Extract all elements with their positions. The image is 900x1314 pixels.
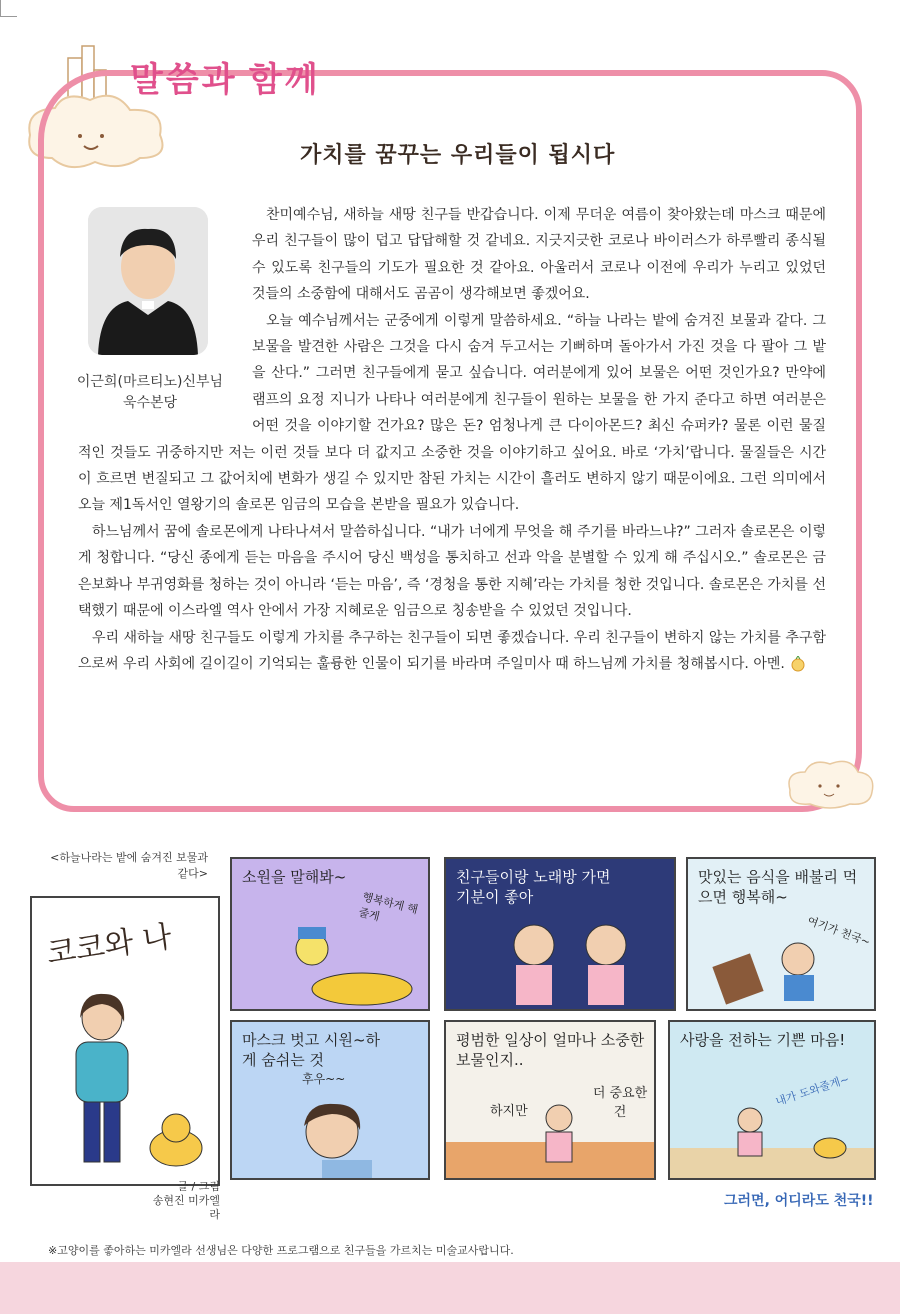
breathing-girl-illustration bbox=[282, 1096, 402, 1180]
panel-speech: 여기가 천국~ bbox=[805, 914, 872, 949]
comic-panel-5 bbox=[444, 1020, 656, 1180]
smile-fruit-icon bbox=[789, 656, 807, 672]
panel-caption: 맛있는 음식을 배불리 먹으면 행복해~ bbox=[698, 868, 858, 906]
priest-name: 이근희(마르티노)신부님 bbox=[76, 374, 224, 390]
standing-girl-illustration bbox=[534, 1102, 584, 1180]
comic-panel-3 bbox=[686, 857, 876, 1011]
happy-eating-illustration bbox=[708, 929, 868, 1009]
running-girl-and-cat-illustration bbox=[710, 1102, 870, 1172]
comic-note: <하늘나라는 밭에 숨겨진 보물과 같다> bbox=[50, 851, 208, 880]
panel-caption: 소원을 말해봐~ bbox=[242, 868, 347, 886]
page-corner-mark bbox=[0, 0, 17, 17]
panel-caption: 마스크 벗고 시원~하게 숨쉬는 것 bbox=[242, 1031, 381, 1069]
priest-parish: 욱수본당 bbox=[122, 395, 178, 411]
panel-caption: 친구들이랑 노래방 가면 기분이 좋아 bbox=[456, 868, 611, 906]
panel-speech-more-important: 더 중요한 건 bbox=[592, 1086, 648, 1120]
cloud-face-icon bbox=[780, 752, 880, 812]
comic-conclusion: 그러면, 어디라도 천국!! bbox=[724, 1193, 874, 1209]
section-title-small bbox=[238, 68, 249, 97]
genie-lamp-illustration bbox=[272, 919, 422, 1009]
comic-title: 코코와 나 bbox=[44, 919, 174, 972]
panel-speech: 내가 도와줄게~ bbox=[774, 1072, 851, 1109]
karaoke-girls-illustration bbox=[486, 909, 666, 1009]
body-paragraph: 오늘 예수님께서는 군중에게 이렇게 말씀하세요. “하늘 나라는 밭에 숨겨진 보물과 같다. 그 보물을 발견한 사람은 그것을 다시 숨겨 두고서는 기뻐하며 돌아가서 가진 것을 다 팔아 그 밭을 산다.” 그러면 친구들에게 묻고 싶습니다. 여러분에게 있어 보물은 어떤 것인가요? 만약에 램프의 요정 지니가 나타나 여러분에게 친구들이 원하는 보물을 한 가지 준다고 하면 여러분은 어떤 것을 이야기할 건가요? 많은 돈? 엄청나게 큰 다이아몬드? 최신 슈퍼카? 물론 이런 물질적인 것들도 귀중하지만 저는 이런 것들 보다 더 값지고 소중한 것을 이야기하고 싶어요. 바로 ‘가치’랍니다. 물질들은 시간이 흐르면 변질되고 그 값어치에 변화가 생길 수 있지만 참된 가치는 시간이 흘러도 변하지 않기 때문이에요. 그런 의미에서 오늘 제1독서인 열왕기의 솔로몬 임금의 모습을 본받을 필요가 있습니다. bbox=[78, 312, 826, 514]
comic-panel-4 bbox=[230, 1020, 430, 1180]
body-paragraph: 하느님께서 꿈에 솔로몬에게 나타나셔서 말씀하십니다. “내가 너에게 무엇을 해 주기를 바라느냐?” 그러자 솔로몬은 이렇게 청합니다. “당신 종에게 듣는 마음을 주시어 당신 백성을 통치하고 선과 악을 분별할 수 있게 해 주십시오.” 솔로몬은 금은보화나 부귀영화를 청하는 것이 아니라 ‘듣는 마음’, 즉 ‘경청을 통한 지혜’라는 가치를 청한 것입니다. 솔로몬은 가치를 선택했기 때문에 이스라엘 역사 안에서 가장 지혜로운 임금으로 칭송받을 수 있었던 것입니다. bbox=[78, 523, 826, 620]
section-title-main: 말씀과 bbox=[130, 60, 238, 100]
comic-title-panel bbox=[30, 896, 220, 1186]
section-title bbox=[130, 52, 321, 101]
panel-speech: 후우~~ bbox=[302, 1072, 346, 1086]
comic-panel-6 bbox=[668, 1020, 876, 1180]
article-body bbox=[78, 202, 826, 677]
comic-footnote: ※고양이를 좋아하는 미카엘라 선생님은 다양한 프로그램으로 친구들을 가르치는 미술교사랍니다. bbox=[48, 1244, 514, 1257]
article-headline: 가치를 꿈꾸는 우리들이 됩시다 bbox=[300, 143, 616, 168]
comic-author bbox=[150, 1180, 220, 1222]
author-name: 송현진 미카엘라 bbox=[152, 1194, 220, 1221]
body-paragraph: 우리 새하늘 새땅 친구들도 이렇게 가치를 추구하는 친구들이 되면 좋겠습니다. 우리 친구들이 변하지 않는 가치를 추구함으로써 우리 사회에 길이길이 기억되는 훌륭한 인물이 되기를 바라며 주일미사 때 하느님께 가치를 청해봅시다. 아멘. bbox=[78, 629, 826, 672]
footer-band bbox=[0, 1262, 900, 1314]
author-label: 글 / 그림 bbox=[177, 1180, 220, 1193]
photo-spacer bbox=[78, 202, 252, 434]
panel-speech: 행복하게 해줄게 bbox=[357, 890, 420, 924]
body-paragraph: 찬미예수님, 새하늘 새땅 친구들 반갑습니다. 이제 무더운 여름이 찾아왔는데 마스크 때문에 우리 친구들이 많이 덥고 답답해할 것 같네요. 지긋지긋한 코로나 바이러스가 하루빨리 종식될 수 있도록 친구들의 기도가 필요한 것 같아요. 아울러서 코로나 이전에 우리가 누리고 있었던 것들의 소중함에 대해서도 곰곰이 생각해보면 좋겠어요. bbox=[252, 207, 826, 303]
panel-caption: 평범한 일상이 얼마나 소중한 보물인지.. bbox=[456, 1031, 645, 1069]
comic-panel-1 bbox=[230, 857, 430, 1011]
panel-caption: 사랑을 전하는 기쁜 마음! bbox=[680, 1031, 846, 1049]
panel-speech-however: 하지만 bbox=[490, 1104, 528, 1119]
comic-panel-2 bbox=[444, 857, 676, 1011]
section-title-end: 함께 bbox=[248, 60, 321, 100]
girl-and-cat-illustration bbox=[52, 988, 212, 1178]
